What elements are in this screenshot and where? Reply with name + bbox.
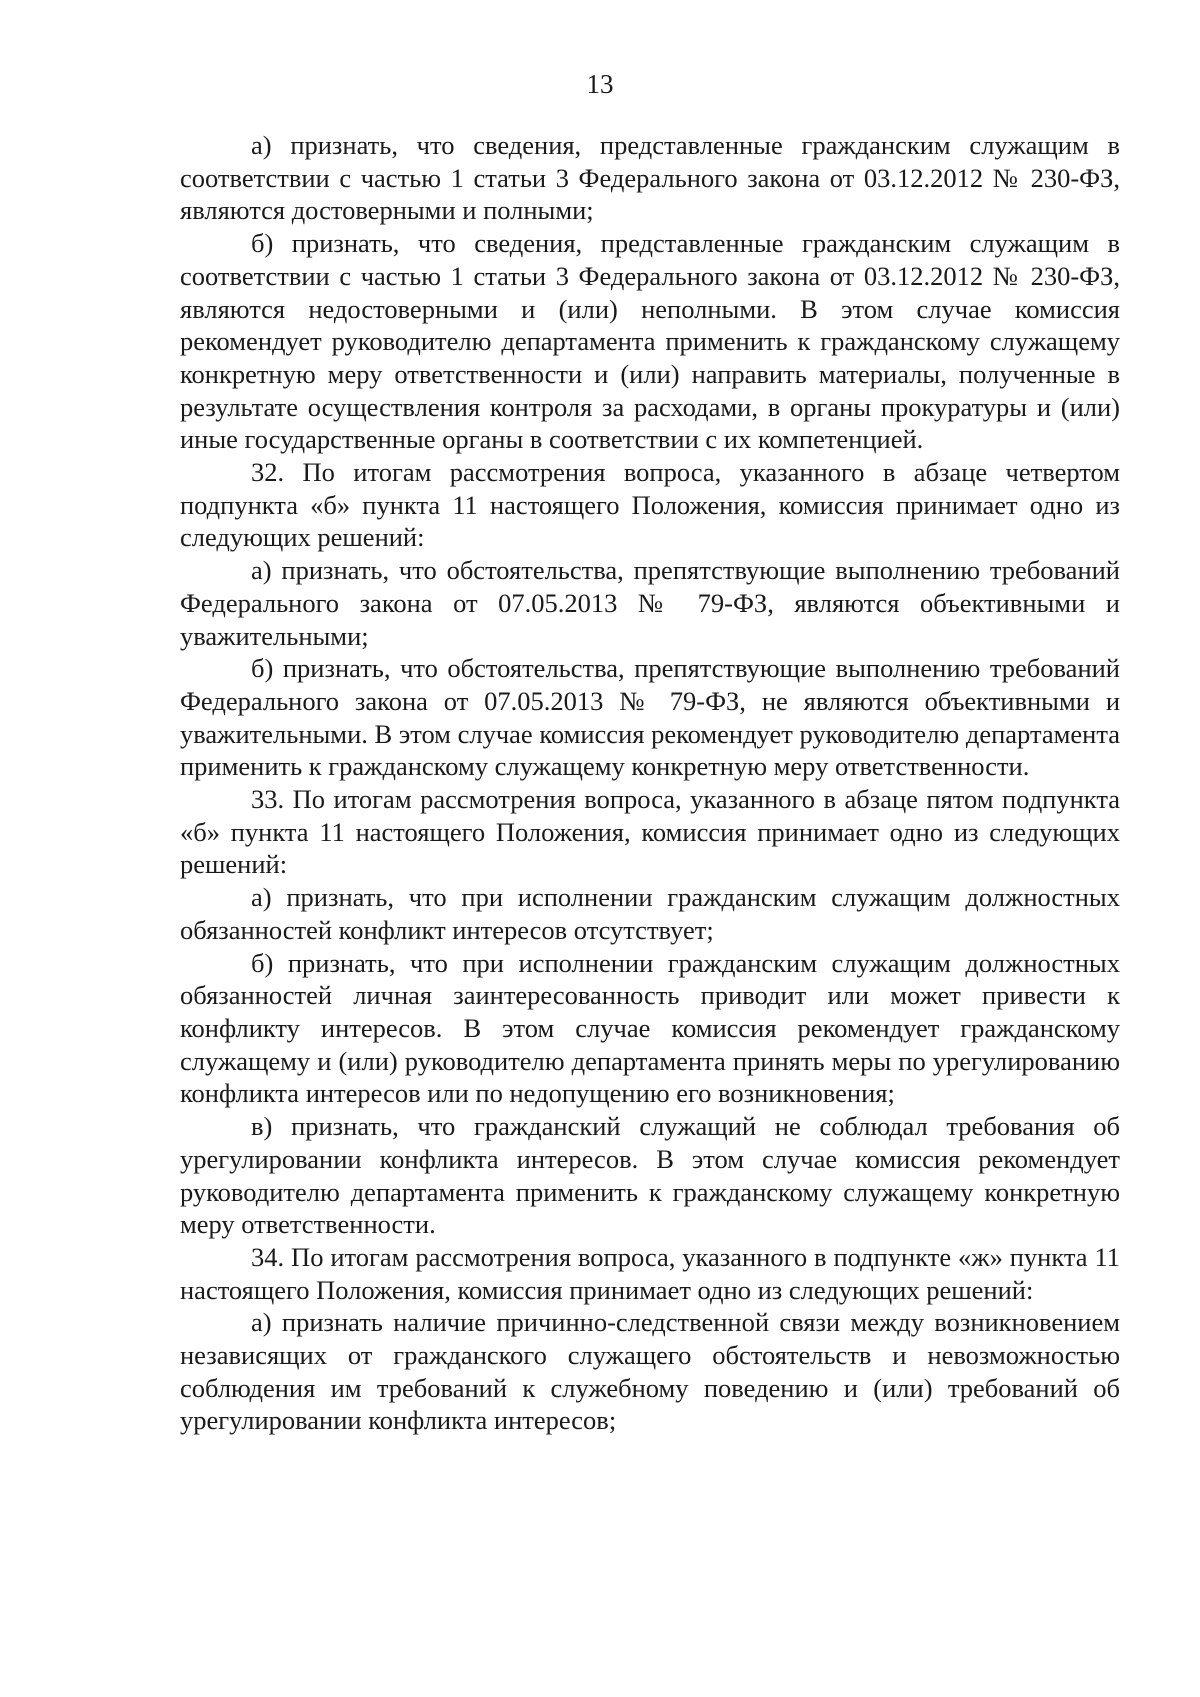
paragraph-32: 32. По итогам рассмотрения вопроса, указанного в абзаце четвертом подпункта «б» пункта 11 настоящего Положения, комиссия принимает одно из следующих решений:: [180, 457, 1120, 553]
paragraph-33v: в) признать, что гражданский служащий не соблюдал требования об урегулировании конфликта интересов. В этом случае комиссия рекомендует руководителю департамента применить к гражданскому служащему конкретную меру ответственности.: [180, 1111, 1120, 1240]
document-body: [180, 129, 1120, 1437]
paragraph-33b: б) признать, что при исполнении гражданским служащим должностных обязанностей личная заинтересованность приводит или может привести к конфликту интересов. В этом случае комиссия рекомендует гражданскому служащему и (или) руководителю департамента принять меры по урегулированию конфликта интересов или по недопущению его возникновения;: [180, 947, 1120, 1109]
paragraph-34: 34. По итогам рассмотрения вопроса, указанного в подпункте «ж» пункта 11 настоящего Положения, комиссия принимает одно из следующих решений:: [180, 1241, 1120, 1305]
page-number: 13: [586, 69, 614, 99]
paragraph-31b: б) признать, что сведения, представленные гражданским служащим в соответствии с частью 1 статьи 3 Федерального закона от 03.12.2012 № 230-ФЗ, являются недостоверными и (или) неполными. В этом случае комиссия рекомендует руководителю департамента применить к гражданскому служащему конкретную меру ответственности и (или) направить материалы, полученные в результате осуществления контроля за расходами, в органы прокуратуры и (или) иные государственные органы в соответствии с их компетенцией.: [180, 228, 1120, 455]
paragraph-33: 33. По итогам рассмотрения вопроса, указанного в абзаце пятом подпункта «б» пункта 11 настоящего Положения, комиссия принимает одно из следующих решений:: [180, 784, 1120, 880]
paragraph-31a: а) признать, что сведения, представленные гражданским служащим в соответствии с частью 1 статьи 3 Федерального закона от 03.12.2012 № 230-ФЗ, являются достоверными и полными;: [180, 130, 1120, 226]
paragraph-34a: а) признать наличие причинно-следственной связи между возникновением независящих от гражданского служащего обстоятельств и невозможностью соблюдения им требований к служебному поведению и (или) требований об урегулировании конфликта интересов;: [180, 1307, 1120, 1436]
paragraph-32a: а) признать, что обстоятельства, препятствующие выполнению требований Федерального закона от 07.05.2013 № 79-ФЗ, являются объективными и уважительными;: [180, 555, 1120, 651]
paragraph-32b: б) признать, что обстоятельства, препятствующие выполнению требований Федерального закона от 07.05.2013 № 79-ФЗ, не являются объективными и уважительными. В этом случае комиссия рекомендует руководителю департамента применить к гражданскому служащему конкретную меру ответственности.: [180, 653, 1120, 782]
paragraph-33a: а) признать, что при исполнении гражданским служащим должностных обязанностей конфликт интересов отсутствует;: [180, 882, 1120, 945]
